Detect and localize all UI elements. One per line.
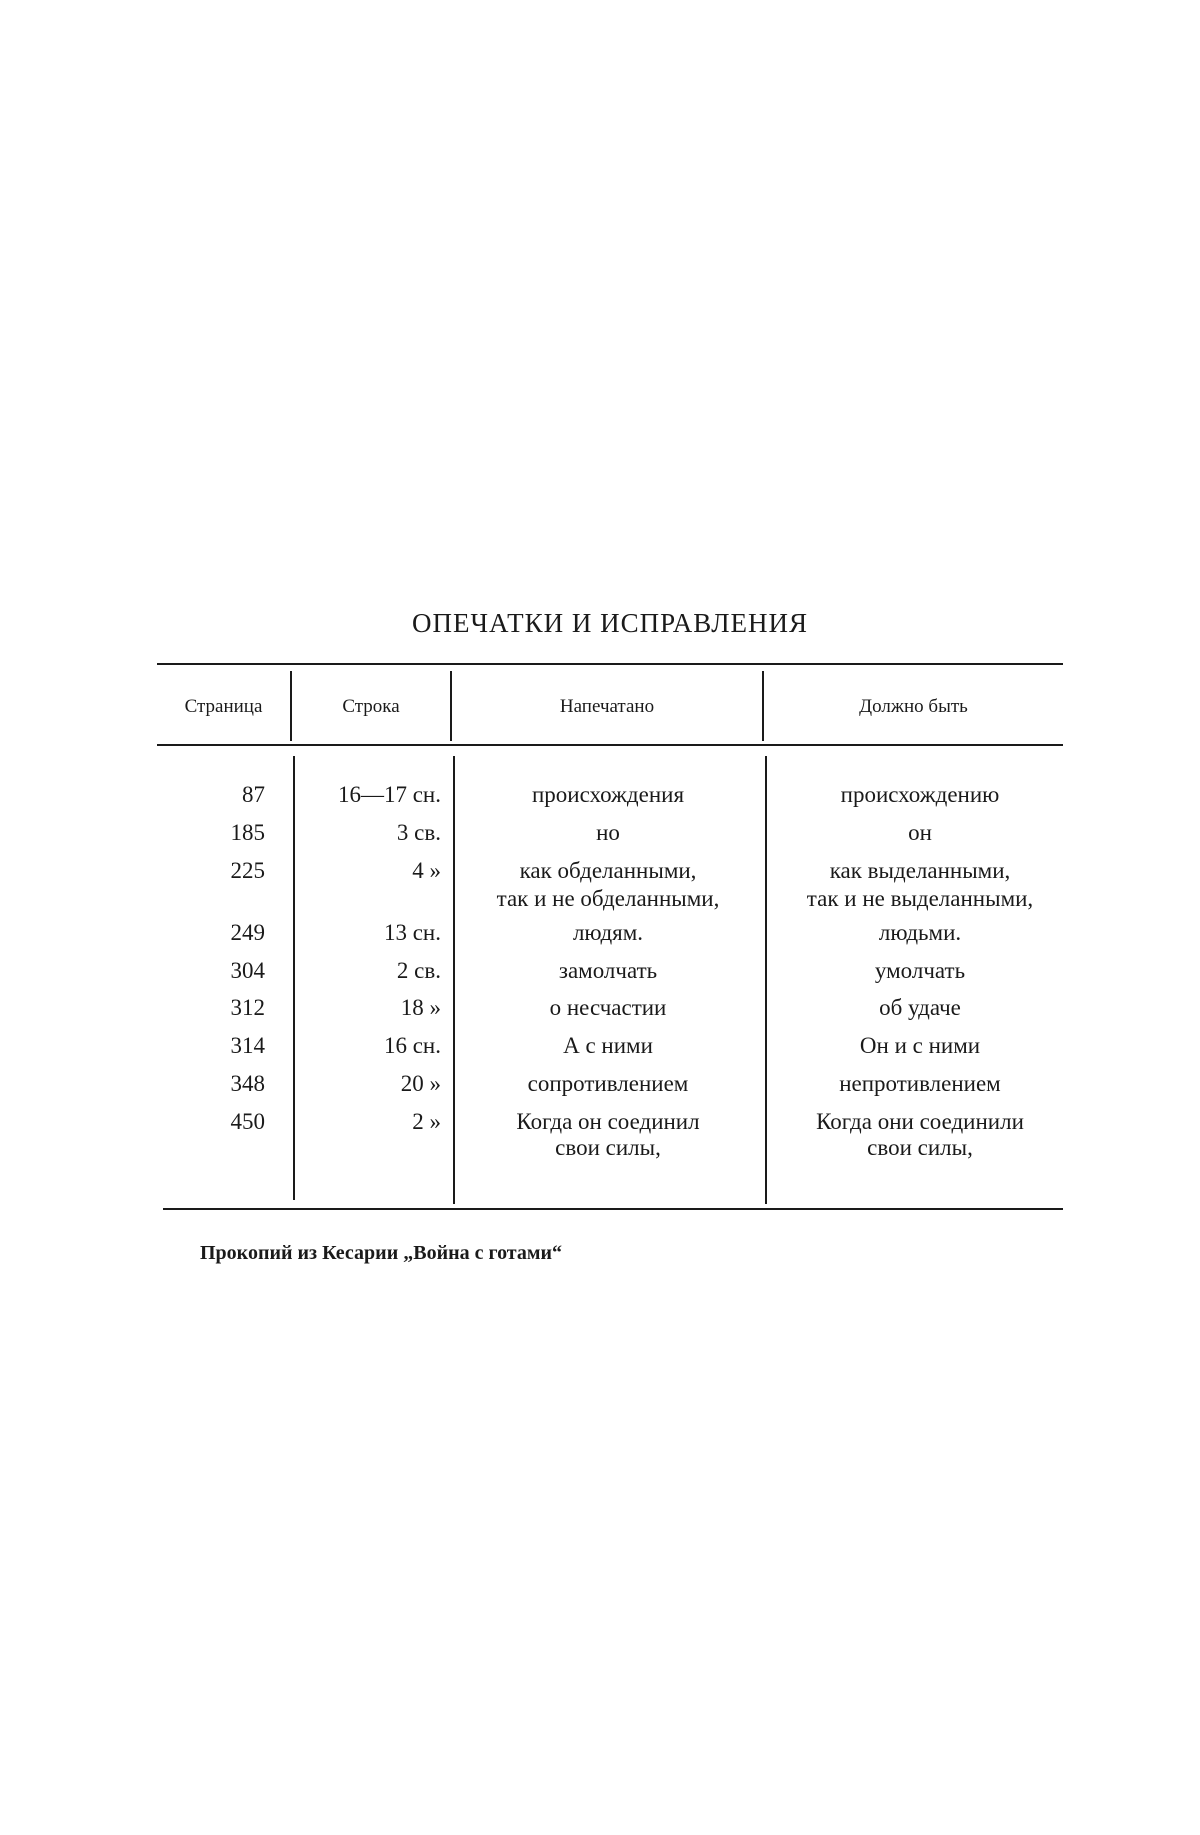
row-4-page: 249 [230,920,265,945]
row-9-page: 450 [230,1109,265,1134]
header-line: Строка [342,696,400,717]
row-9-printed-line-2: свои силы, [555,1135,661,1160]
table-bottom-rule [163,1208,1063,1210]
body-divider-3 [765,756,767,1204]
row-5-line: 2 св. [396,958,441,983]
row-3-correct-line-2: так и не выделанными, [806,886,1034,911]
row-3-correct: как выделанными, [829,858,1011,883]
row-6-line: 18 » [400,995,441,1020]
header-page: Страница [184,696,263,717]
row-7-page: 314 [230,1033,265,1058]
row-8-line: 20 » [400,1071,441,1096]
row-7-line: 16 сн. [383,1033,441,1058]
row-7-correct: Он и с ними [859,1033,981,1058]
row-8-printed: сопротивлением [527,1071,689,1096]
row-3-printed-line-2: так и не обделанными, [496,886,720,911]
row-3-printed: как обделанными, [519,858,697,883]
header-correct: Должно быть [859,696,968,717]
row-2-line: 3 св. [396,820,441,845]
row-6-page: 312 [230,995,265,1020]
row-6-printed: о несчастии [549,995,667,1020]
row-2-correct: он [908,820,932,845]
row-4-correct: людьми. [878,920,962,945]
row-9-correct: Когда они соединили [816,1109,1024,1134]
row-3-line: 4 » [412,858,441,883]
header-bottom-rule [157,744,1063,746]
row-1-correct: происхождению [840,782,1000,807]
row-7-printed: А с ними [563,1033,653,1058]
row-5-page: 304 [230,958,265,983]
row-8-correct: непротивлением [839,1071,1001,1096]
row-4-line: 13 сн. [383,920,441,945]
row-2-page: 185 [230,820,265,845]
row-9-correct-line-2: свои силы, [867,1135,973,1160]
row-6-correct: об удаче [879,995,961,1020]
row-8-page: 348 [230,1071,265,1096]
row-3-page: 225 [230,858,265,883]
row-4-printed: людям. [572,920,644,945]
row-9-printed: Когда он соединил [516,1109,700,1134]
errata-table [157,663,1063,1210]
table-top-rule [157,663,1063,665]
row-1-printed: происхождения [531,782,685,807]
row-1-line: 16—17 сн. [337,782,441,807]
book-footer: Прокопий из Кесарии „Война с готами“ [200,1242,563,1264]
row-9-line: 2 » [412,1109,441,1134]
body-divider-1 [293,756,295,1200]
header-printed: Напечатано [559,696,655,717]
row-1-page: 87 [242,782,265,807]
page-title: ОПЕЧАТКИ И ИСПРАВЛЕНИЯ [411,608,809,638]
row-2-printed: но [596,820,620,845]
row-5-printed: замолчать [558,958,658,983]
row-5-correct: умолчать [874,958,966,983]
